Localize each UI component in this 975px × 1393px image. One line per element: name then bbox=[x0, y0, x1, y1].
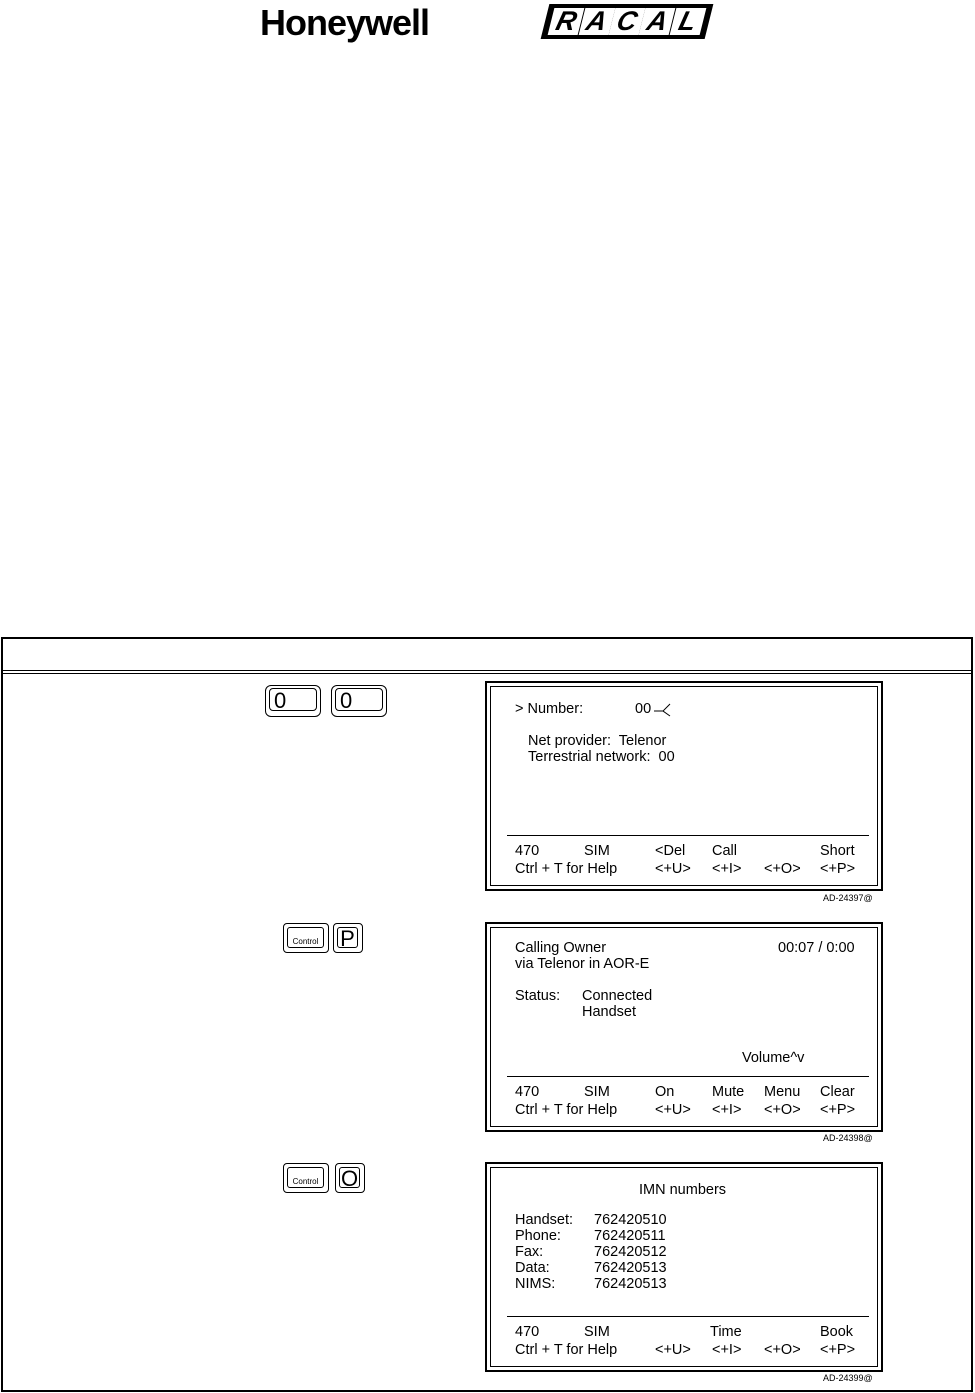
racal-letter: A bbox=[578, 8, 615, 35]
softkey-label: SIM bbox=[584, 1324, 610, 1340]
imn-label: Phone: bbox=[515, 1228, 561, 1244]
softkey-label: Mute bbox=[712, 1084, 745, 1100]
softkey-divider bbox=[507, 835, 869, 836]
racal-letter: L bbox=[669, 8, 706, 35]
imn-title: IMN numbers bbox=[639, 1182, 727, 1198]
status-device: Handset bbox=[582, 1004, 637, 1020]
via-network: via Telenor in AOR-E bbox=[515, 956, 650, 972]
key-o-label: O bbox=[340, 1166, 359, 1191]
softkey-shortcut: <+I> bbox=[712, 861, 742, 877]
softkey-label: On bbox=[655, 1084, 675, 1100]
terminal-screen-dialing bbox=[485, 681, 883, 891]
softkey-label: <Del bbox=[655, 843, 686, 859]
racal-letter: A bbox=[639, 8, 676, 35]
help-hint: Ctrl + T for Help bbox=[515, 861, 618, 877]
softkey-shortcut: <+I> bbox=[712, 1102, 742, 1118]
softkey-divider bbox=[507, 1076, 869, 1077]
softkey-shortcut: <+O> bbox=[764, 1342, 801, 1358]
table-header bbox=[3, 639, 971, 674]
key-p-label: P bbox=[337, 927, 358, 948]
imn-label: Handset: bbox=[515, 1212, 574, 1228]
help-hint: Ctrl + T for Help bbox=[515, 1102, 618, 1118]
key-zero[interactable] bbox=[265, 685, 321, 717]
imn-value: 762420510 bbox=[594, 1212, 667, 1228]
key-control-label: Control bbox=[287, 927, 324, 948]
imn-value: 762420512 bbox=[594, 1244, 667, 1260]
key-p[interactable] bbox=[333, 923, 363, 953]
key-zero-label: 0 bbox=[274, 688, 287, 713]
softkey-label: 470 bbox=[515, 843, 540, 859]
softkey-label: Menu bbox=[764, 1084, 801, 1100]
softkey-label: Short bbox=[820, 843, 855, 859]
key-control[interactable] bbox=[283, 1163, 329, 1193]
racal-logo bbox=[541, 4, 714, 39]
softkey-shortcut: <+O> bbox=[764, 861, 801, 877]
softkey-shortcut: <+P> bbox=[820, 861, 856, 877]
softkey-label: 470 bbox=[515, 1324, 540, 1340]
racal-letter: R bbox=[548, 8, 585, 35]
imn-label: Data: bbox=[515, 1260, 550, 1276]
softkey-label: Clear bbox=[820, 1084, 855, 1100]
figure-id: AD-24398@ bbox=[823, 1133, 873, 1143]
call-timer: 00:07 / 0:00 bbox=[778, 940, 855, 956]
softkey-shortcut: <+I> bbox=[712, 1342, 742, 1358]
imn-label: Fax: bbox=[515, 1244, 544, 1260]
figure-id: AD-24399@ bbox=[823, 1373, 873, 1383]
honeywell-logo: Honeywell bbox=[260, 2, 430, 43]
softkey-label: Time bbox=[710, 1324, 742, 1340]
imn-value: 762420513 bbox=[594, 1260, 667, 1276]
softkey-shortcut: <+U> bbox=[655, 861, 691, 877]
key-control-label: Control bbox=[287, 1167, 324, 1188]
key-zero-label: 0 bbox=[340, 688, 353, 713]
softkey-shortcut: <+U> bbox=[655, 1342, 691, 1358]
softkey-shortcut: <+U> bbox=[655, 1102, 691, 1118]
calling-owner: Calling Owner bbox=[515, 940, 607, 956]
key-o[interactable] bbox=[335, 1163, 365, 1193]
softkey-label: SIM bbox=[584, 843, 610, 859]
softkey-label: SIM bbox=[584, 1084, 610, 1100]
cursor-icon bbox=[654, 703, 672, 717]
key-control[interactable] bbox=[283, 923, 329, 953]
terrestrial-network: Terrestrial network: 00 bbox=[528, 749, 675, 765]
status-label: Status: bbox=[515, 988, 561, 1004]
imn-value: 762420511 bbox=[594, 1228, 666, 1244]
net-provider: Net provider: Telenor bbox=[528, 733, 667, 749]
figure-id: AD-24397@ bbox=[823, 893, 873, 903]
softkey-divider bbox=[507, 1316, 869, 1317]
softkey-shortcut: <+P> bbox=[820, 1102, 856, 1118]
number-value: 00 bbox=[635, 701, 652, 717]
help-hint: Ctrl + T for Help bbox=[515, 1342, 618, 1358]
imn-value: 762420513 bbox=[594, 1276, 667, 1292]
softkey-label: Call bbox=[712, 843, 737, 859]
softkey-label: Book bbox=[820, 1324, 854, 1340]
key-zero[interactable] bbox=[331, 685, 387, 717]
softkey-shortcut: <+P> bbox=[820, 1342, 856, 1358]
volume-indicator: Volume^v bbox=[742, 1050, 805, 1066]
terminal-screen-imn-numbers bbox=[485, 1162, 883, 1372]
softkey-label: 470 bbox=[515, 1084, 540, 1100]
racal-letter: C bbox=[609, 8, 646, 35]
terminal-screen-call bbox=[485, 922, 883, 1132]
imn-label: NIMS: bbox=[515, 1276, 556, 1292]
number-label: > Number: bbox=[515, 701, 584, 717]
status-value: Connected bbox=[582, 988, 653, 1004]
softkey-shortcut: <+O> bbox=[764, 1102, 801, 1118]
